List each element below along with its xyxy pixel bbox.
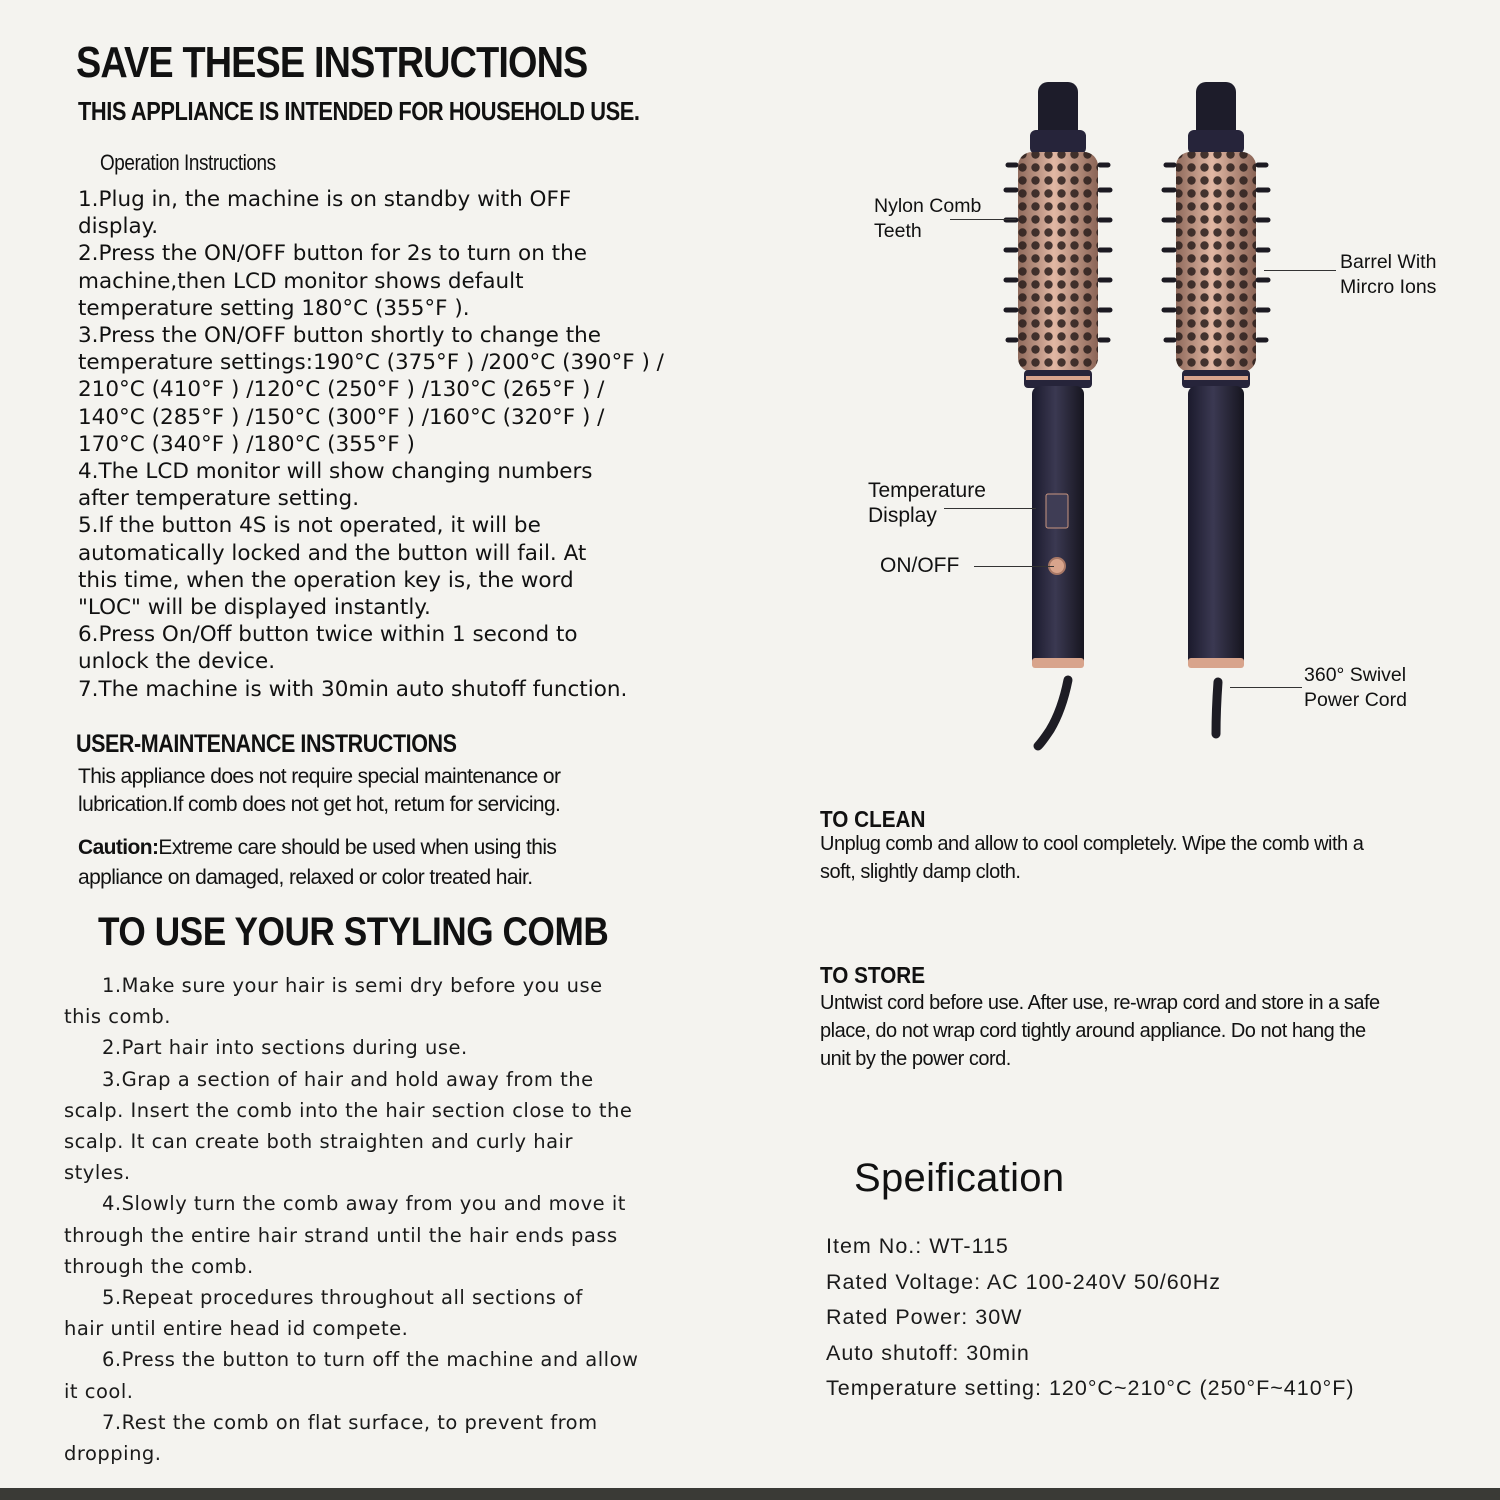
spec-list bbox=[826, 1229, 1466, 1407]
operation-item: 1.Plug in, the machine is on standby with OFF display. bbox=[78, 187, 572, 240]
hair-brush-illustration bbox=[990, 70, 1310, 760]
usage-step: 5.Repeat procedures throughout all sections of hair until entire head id compete. bbox=[64, 1286, 583, 1341]
label-on-off: ON/OFF bbox=[880, 554, 960, 577]
operation-item: 3.Press the ON/OFF button shortly to change the temperature settings:190°C (375°F ) /200°C (390°F ) / 210°C (410°F ) /120°C (250°F ) /130°C (265°F ) / 140°C (285°F ) /150°C (300°F ) /160°C (320°F ) / 170°C (340°F ) /180°C (355°F ) bbox=[78, 323, 664, 457]
leader-line bbox=[950, 219, 1016, 220]
operation-list bbox=[78, 186, 718, 703]
leader-line bbox=[1264, 270, 1336, 271]
brush-right bbox=[1164, 82, 1268, 734]
usage-step: 4.Slowly turn the comb away from you and move it through the entire hair strand until the hair ends pass through the comb. bbox=[64, 1192, 626, 1278]
usage-step: 3.Grap a section of hair and hold away from the scalp. Insert the comb into the hair section close to the scalp. It can create both straighten and curly hair styles. bbox=[64, 1067, 633, 1185]
label-swivel-cord: 360° Swivel Power Cord bbox=[1304, 664, 1407, 711]
leader-line bbox=[944, 508, 1036, 509]
usage-title: TO USE YOUR STYLING COMB bbox=[98, 910, 609, 954]
operation-item: 5.If the button 4S is not operated, it will be automatically locked and the button will fail. At this time, when the operation key is, the word "LOC" will be displayed instantly. bbox=[78, 513, 587, 621]
label-temperature-display: Temperature Display bbox=[868, 479, 986, 527]
usage-step: 1.Make sure your hair is semi dry before you use this comb. bbox=[64, 974, 603, 1029]
spec-title: Speification bbox=[854, 1156, 1065, 1200]
usage-step: 2.Part hair into sections during use. bbox=[102, 1036, 468, 1060]
maintenance-heading: USER-MAINTENANCE INSTRUCTIONS bbox=[76, 730, 457, 758]
page-title: SAVE THESE INSTRUCTIONS bbox=[76, 38, 588, 87]
operation-item: 2.Press the ON/OFF button for 2s to turn on the machine,then LCD monitor shows default temperature setting 180°C (355°F ). bbox=[78, 241, 587, 321]
label-nylon-comb-teeth: Nylon Comb Teeth bbox=[874, 195, 982, 242]
store-text: Untwist cord before use. After use, re-wrap cord and store in a safe place, do not wrap cord tightly around appliance. Do not hang the unit by the power cord. bbox=[820, 992, 1380, 1070]
operation-item: 7.The machine is with 30min auto shutoff function. bbox=[78, 676, 628, 702]
spec-item-voltage: Rated Voltage: AC 100-240V 50/60Hz bbox=[826, 1269, 1221, 1294]
caution-text: Extreme care should be used when using this appliance on damaged, relaxed or color treated hair. bbox=[78, 836, 557, 889]
caution-block bbox=[78, 833, 638, 893]
operation-item: 4.The LCD monitor will show changing numbers after temperature setting. bbox=[78, 459, 593, 512]
spec-item-number: Item No.: WT-115 bbox=[826, 1234, 1009, 1258]
brush-left bbox=[1006, 82, 1110, 746]
caution-label: Caution: bbox=[78, 836, 159, 859]
usage-step: 7.Rest the comb on flat surface, to prevent from dropping. bbox=[64, 1410, 598, 1466]
spec-item-temperature: Temperature setting: 120°C~210°C (250°F~410°F) bbox=[826, 1376, 1355, 1400]
operation-item: 6.Press On/Off button twice within 1 second to unlock the device. bbox=[78, 622, 578, 675]
household-notice: THIS APPLIANCE IS INTENDED FOR HOUSEHOLD USE. bbox=[78, 96, 640, 126]
usage-step: 6.Press the button to turn off the machine and allow it cool. bbox=[64, 1348, 639, 1403]
store-heading: TO STORE bbox=[820, 962, 926, 988]
leader-line bbox=[974, 566, 1054, 567]
operation-heading: Operation Instructions bbox=[100, 150, 276, 175]
spec-item-shutoff: Auto shutoff: 30min bbox=[826, 1340, 1030, 1365]
spec-item-power: Rated Power: 30W bbox=[826, 1305, 1023, 1329]
usage-steps bbox=[64, 970, 704, 1469]
page-bottom-shadow bbox=[0, 1488, 1500, 1500]
leader-line bbox=[1230, 687, 1302, 688]
label-barrel: Barrel With Mircro Ions bbox=[1340, 251, 1437, 298]
clean-text: Unplug comb and allow to cool completely. Wipe the comb with a soft, slightly damp cloth. bbox=[820, 833, 1364, 883]
maintenance-text: This appliance does not require special maintenance or lubrication.If comb does not get hot, retum for servicing. bbox=[78, 765, 561, 816]
clean-heading: TO CLEAN bbox=[820, 806, 926, 832]
